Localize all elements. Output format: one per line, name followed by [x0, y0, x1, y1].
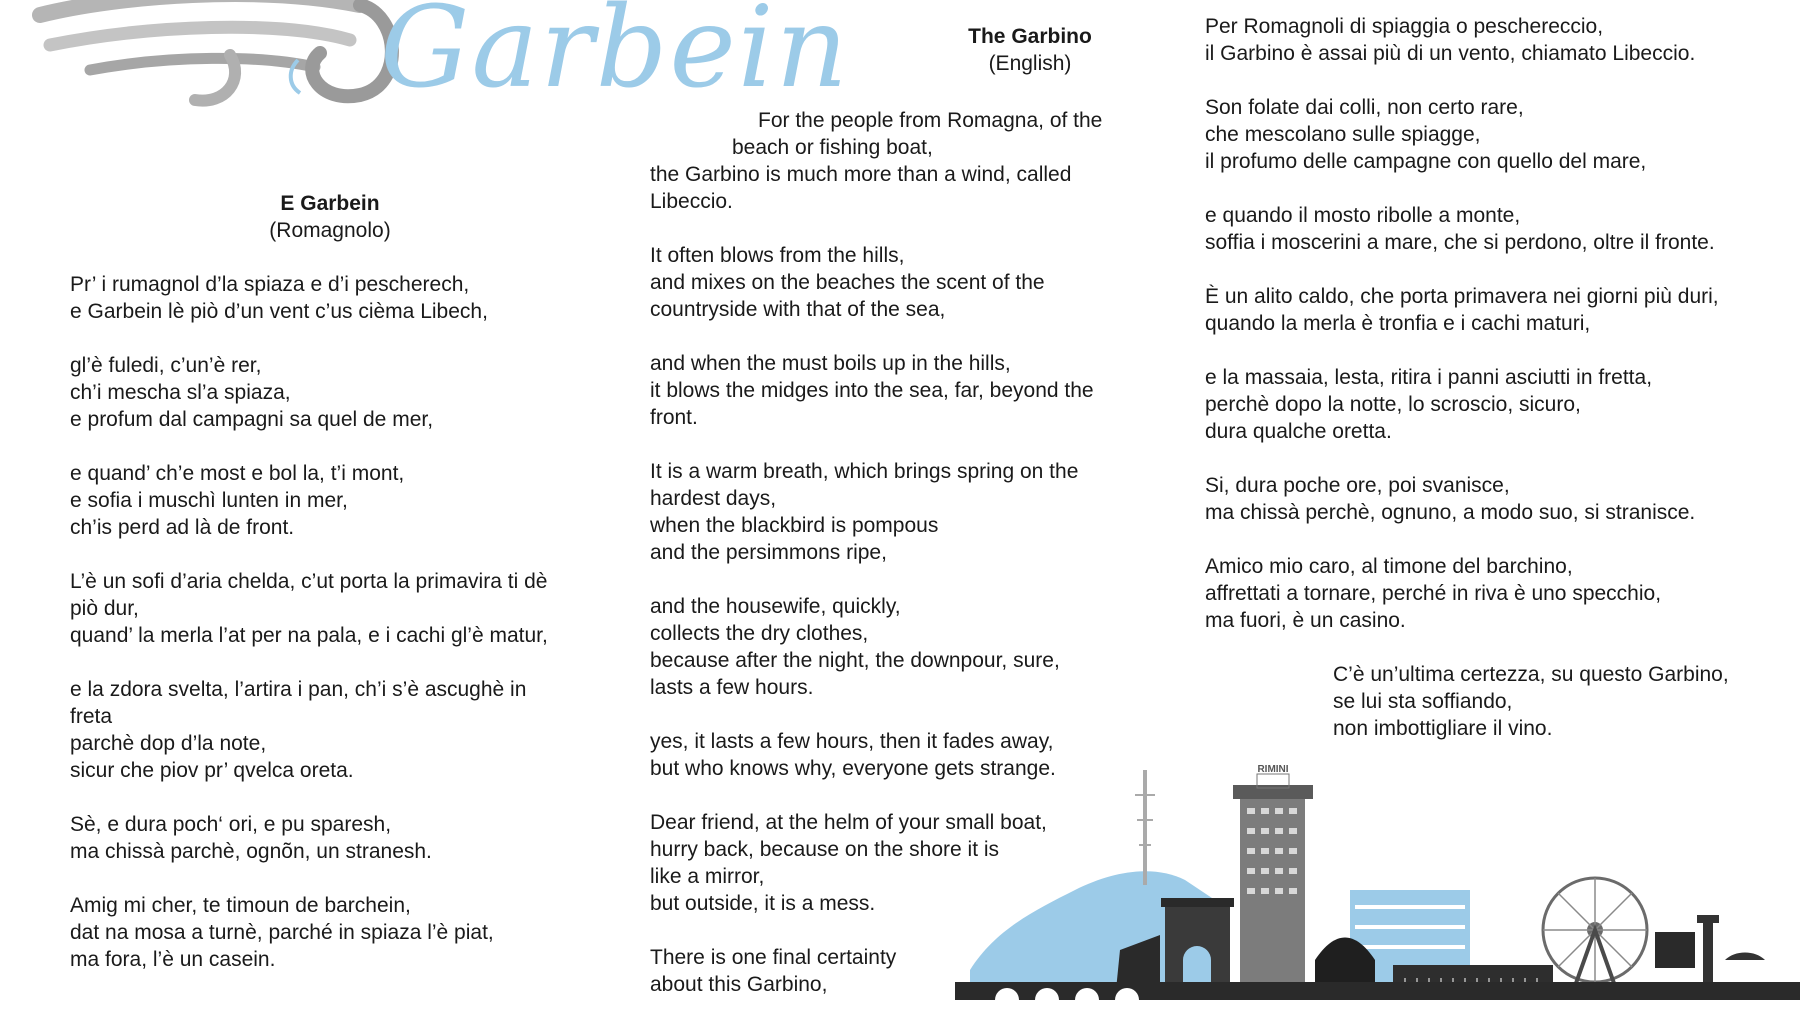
poem-line: quand’ la merla l’at per na pala, e i cachi gl’è matur, [70, 624, 548, 647]
poem-line: when the blackbird is pompous [650, 514, 939, 537]
poem-stanza [1205, 283, 1765, 337]
poem-stanza [650, 593, 1140, 701]
poem-line: like a mirror, [650, 865, 765, 888]
poem-line: e quando il mosto ribolle a monte, [1205, 204, 1521, 227]
poem-line: For the people from Romagna, of the [758, 109, 1103, 132]
romagnolo-title: E Garbein [280, 192, 380, 215]
poem-line: e la massaia, lesta, ritira i panni asciutti in fretta, [1205, 366, 1653, 389]
poem-line: non imbottigliare il vino. [1333, 717, 1553, 740]
poem-stanza [650, 350, 1140, 431]
poem-line: Amico mio caro, al timone del barchino, [1205, 555, 1573, 578]
italian-column [1205, 13, 1765, 769]
poem-line: but who knows why, everyone gets strange. [650, 757, 1056, 780]
poem-line: ch’i mescha sl’a spiaza, [70, 381, 291, 404]
poem-line: perchè dopo la notte, lo scroscio, sicuro, [1205, 393, 1581, 416]
poem-stanza [650, 458, 1140, 566]
poem-stanza [70, 352, 590, 433]
poem-line: it blows the midges into the sea, far, beyond the [650, 379, 1094, 402]
poem-line: because after the night, the downpour, sure, [650, 649, 1060, 672]
poem-line: ma chissà perchè, ognuno, a modo suo, si stranisce. [1205, 501, 1696, 524]
poem-line: ch’is perd ad là de front. [70, 516, 295, 539]
poem-line: ma fora, l’è un casein. [70, 948, 276, 971]
poem-stanza [650, 242, 1140, 323]
poem-line: dura qualche oretta. [1205, 420, 1392, 443]
english-subtitle: (English) [988, 52, 1072, 75]
romagnolo-heading [70, 190, 590, 244]
poem-line: front. [650, 406, 698, 429]
poem-stanza [70, 460, 590, 541]
poem-stanza [70, 568, 590, 649]
poem-line: affrettati a tornare, perché in riva è uno specchio, [1205, 582, 1662, 605]
rimini-skyline-illustration [955, 760, 1800, 1000]
poem-line: che mescolano sulle spiagge, [1205, 123, 1481, 146]
poem-line: Dear friend, at the helm of your small boat, [650, 811, 1047, 834]
poem-line: countryside with that of the sea, [650, 298, 946, 321]
english-heading [910, 23, 1150, 77]
romagnolo-subtitle: (Romagnolo) [269, 219, 391, 242]
poem-line: ma fuori, è un casino. [1205, 609, 1406, 632]
poem-line: and when the must boils up in the hills, [650, 352, 1011, 375]
poem-line: gl’è fuledi, c’un’è rer, [70, 354, 262, 377]
english-stanza [650, 107, 1140, 215]
poem-line: collects the dry clothes, [650, 622, 869, 645]
poem-line: lasts a few hours. [650, 676, 814, 699]
poem-line: Per Romagnoli di spiaggia o peschereccio, [1205, 15, 1604, 38]
italian-poem [1205, 13, 1765, 634]
poem-stanza [70, 271, 590, 325]
poem-line: and the housewife, quickly, [650, 595, 901, 618]
poem-line: Si, dura poche ore, poi svanisce, [1205, 474, 1510, 497]
poem-stanza [1205, 13, 1765, 67]
poem-line: and mixes on the beaches the scent of the [650, 271, 1045, 294]
poem-line: Amig mi cher, te timoun de barchein, [70, 894, 411, 917]
poem-line: il profumo delle campagne con quello del mare, [1205, 150, 1647, 173]
poem-line: il Garbino è assai più di un vento, chiamato Libeccio. [1205, 42, 1696, 65]
poem-line: È un alito caldo, che porta primavera nei giorni più duri, [1205, 285, 1719, 308]
poem-line: the Garbino is much more than a wind, called [650, 163, 1072, 186]
poem-line: freta [70, 705, 113, 728]
poem-line: hardest days, [650, 487, 777, 510]
poem-line: Sè, e dura poch‘ ori, e pu sparesh, [70, 813, 392, 836]
poem-line: and the persimmons ripe, [650, 541, 887, 564]
poem-stanza [1205, 202, 1765, 256]
poem-line: dat na mosa a turnè, parché in spiaza l’è piat, [70, 921, 494, 944]
poem-line: It often blows from the hills, [650, 244, 905, 267]
poem-line: hurry back, because on the shore it is [650, 838, 1000, 861]
poem-line: e la zdora svelta, l’artira i pan, ch’i s’è ascughè in [70, 678, 527, 701]
poem-line: sicur che piov pr’ qvelca oreta. [70, 759, 354, 782]
poem-stanza [1205, 94, 1765, 175]
poem-line: about this Garbino, [650, 973, 828, 996]
romagnolo-column [70, 190, 590, 1000]
poem-line: yes, it lasts a few hours, then it fades away, [650, 730, 1054, 753]
poem-line: parchè dop d’la note, [70, 732, 267, 755]
poem-line: e quand’ ch’e most e bol la, t’i mont, [70, 462, 405, 485]
poem-line: Libeccio. [650, 190, 733, 213]
poem-line: se lui sta soffiando, [1333, 690, 1513, 713]
poem-line: ma chissà parchè, ognõn, un stranesh. [70, 840, 432, 863]
poem-line: quando la merla è tronfia e i cachi maturi, [1205, 312, 1591, 335]
poem-line: There is one final certainty [650, 946, 897, 969]
rimini-sign: RIMINI [1257, 764, 1289, 775]
poem-line: It is a warm breath, which brings spring on the [650, 460, 1079, 483]
romagnolo-poem [70, 271, 590, 973]
poem-line: but outside, it is a mess. [650, 892, 876, 915]
poem-stanza [70, 892, 590, 973]
poem-stanza [70, 676, 590, 784]
poem-line: e Garbein lè piò d’un vent c’us cièma Libech, [70, 300, 488, 323]
poem-stanza [1205, 364, 1765, 445]
poem-line: L’è un sofi d’aria chelda, c’ut porta la primavira ti dè [70, 570, 548, 593]
poem-line: e profum dal campagni sa quel de mer, [70, 408, 434, 431]
poem-line: e sofia i muschì lunten in mer, [70, 489, 348, 512]
english-title: The Garbino [968, 25, 1092, 48]
poem-stanza [1205, 553, 1765, 634]
poem-line: beach or fishing boat, [732, 136, 933, 159]
poem-line: piò dur, [70, 597, 139, 620]
poem-stanza [70, 811, 590, 865]
poem-line: Pr’ i rumagnol d’la spiaza e d’i pescherech, [70, 273, 470, 296]
poem-line: C’è un’ultima certezza, su questo Garbino, [1333, 663, 1729, 686]
poem-stanza [1205, 472, 1765, 526]
poem-line: Son folate dai colli, non certo rare, [1205, 96, 1524, 119]
poem-line: soffia i moscerini a mare, che si perdono, oltre il fronte. [1205, 231, 1715, 254]
italian-final-stanza [1205, 661, 1765, 742]
garbein-wordmark: Garbein [380, 0, 850, 113]
